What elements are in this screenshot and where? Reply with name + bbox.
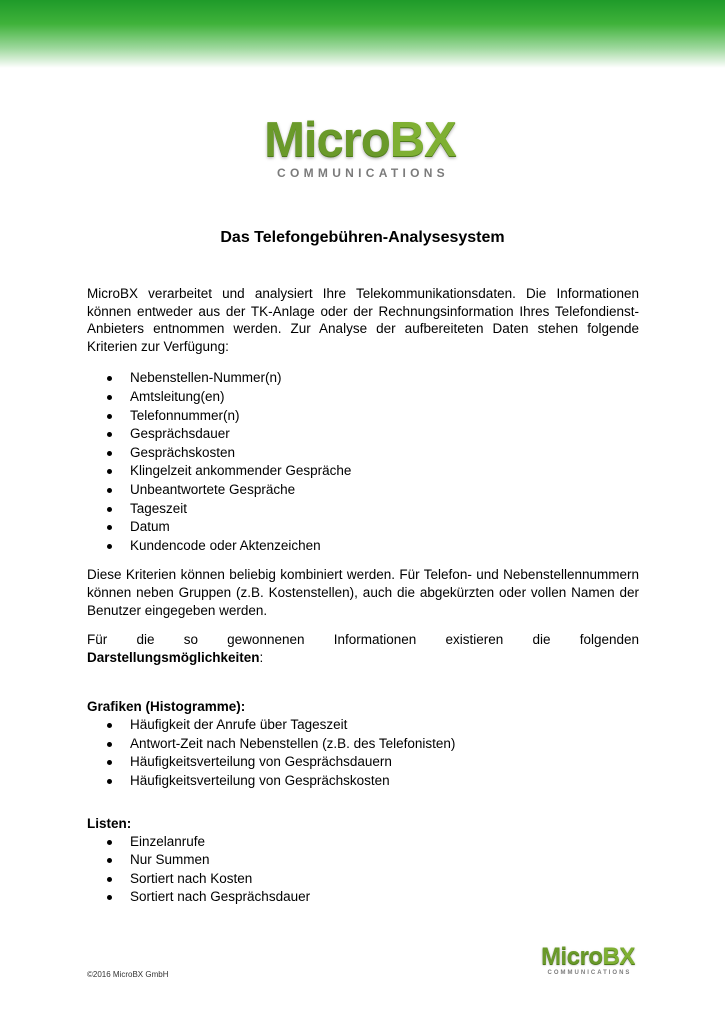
list-item: Nebenstellen-Nummer(n) bbox=[87, 369, 639, 388]
header-gradient-band bbox=[0, 0, 725, 68]
microbx-logo bbox=[262, 113, 458, 180]
footer-logo-bx: BX bbox=[602, 943, 635, 970]
footer-logo-wordmark bbox=[540, 945, 636, 969]
grafiken-heading: Grafiken (Histogramme): bbox=[87, 699, 246, 715]
list-item: Datum bbox=[87, 518, 639, 537]
list-item: Tageszeit bbox=[87, 500, 639, 519]
list-item: Klingelzeit ankommender Gespräche bbox=[87, 462, 639, 481]
footer-logo-micro: Micro bbox=[541, 943, 603, 970]
list-item: Häufigkeit der Anrufe über Tageszeit bbox=[87, 716, 639, 735]
list-item: Antwort-Zeit nach Nebenstellen (z.B. des Telefonisten) bbox=[87, 735, 639, 754]
list-item: Gesprächsdauer bbox=[87, 425, 639, 444]
list-item: Sortiert nach Kosten bbox=[87, 870, 639, 889]
listen-heading: Listen: bbox=[87, 815, 132, 831]
footer-logo-subtitle: COMMUNICATIONS bbox=[547, 970, 632, 976]
list-item: Amtsleitung(en) bbox=[87, 388, 639, 407]
logo-subtitle: COMMUNICATIONS bbox=[277, 166, 449, 180]
footer-logo bbox=[540, 945, 636, 976]
list-item: Einzelanrufe bbox=[87, 833, 639, 852]
display-text-suffix: : bbox=[259, 649, 264, 665]
list-item: Kundencode oder Aktenzeichen bbox=[87, 537, 639, 556]
display-paragraph bbox=[87, 631, 639, 666]
combine-paragraph: Diese Kriterien können beliebig kombiniert werden. Für Telefon- und Nebenstellennummern können neben Gruppen (z.B. Kostenstellen), auch die abgekürzten oder vollen Namen der Benutzer eingegeben werden. bbox=[87, 567, 639, 618]
document-title: Das Telefongebühren-Analysesystem bbox=[220, 229, 505, 246]
list-item: Häufigkeitsverteilung von Gesprächsdauern bbox=[87, 753, 639, 772]
logo-wordmark-bx: BX bbox=[389, 113, 456, 167]
document-body bbox=[87, 285, 639, 907]
list-item: Gesprächskosten bbox=[87, 444, 639, 463]
list-item: Unbeantwortete Gespräche bbox=[87, 481, 639, 500]
display-text-prefix: Für die so gewonnenen Informationen existieren die folgenden bbox=[87, 632, 639, 648]
list-item: Häufigkeitsverteilung von Gesprächskosten bbox=[87, 772, 639, 791]
logo-wordmark-micro: Micro bbox=[264, 113, 390, 167]
criteria-list bbox=[87, 369, 639, 555]
logo-wordmark bbox=[262, 113, 458, 167]
display-text-bold: Darstellungsmöglichkeiten bbox=[87, 649, 260, 665]
list-item: Sortiert nach Gesprächsdauer bbox=[87, 888, 639, 907]
intro-paragraph: MicroBX verarbeitet und analysiert Ihre Telekommunikationsdaten. Die Informationen können entweder aus der TK-Anlage oder der Rechnungsinformation Ihres Telefondienst-Anbieters entnommen werden. Zur Analyse der aufbereiteten Daten stehen folgende Kriterien zur Verfügung: bbox=[87, 286, 639, 354]
list-item: Nur Summen bbox=[87, 851, 639, 870]
grafiken-list bbox=[87, 716, 639, 790]
listen-list bbox=[87, 833, 639, 907]
list-item: Telefonnummer(n) bbox=[87, 407, 639, 426]
copyright-notice: ©2016 MicroBX GmbH bbox=[87, 970, 169, 979]
